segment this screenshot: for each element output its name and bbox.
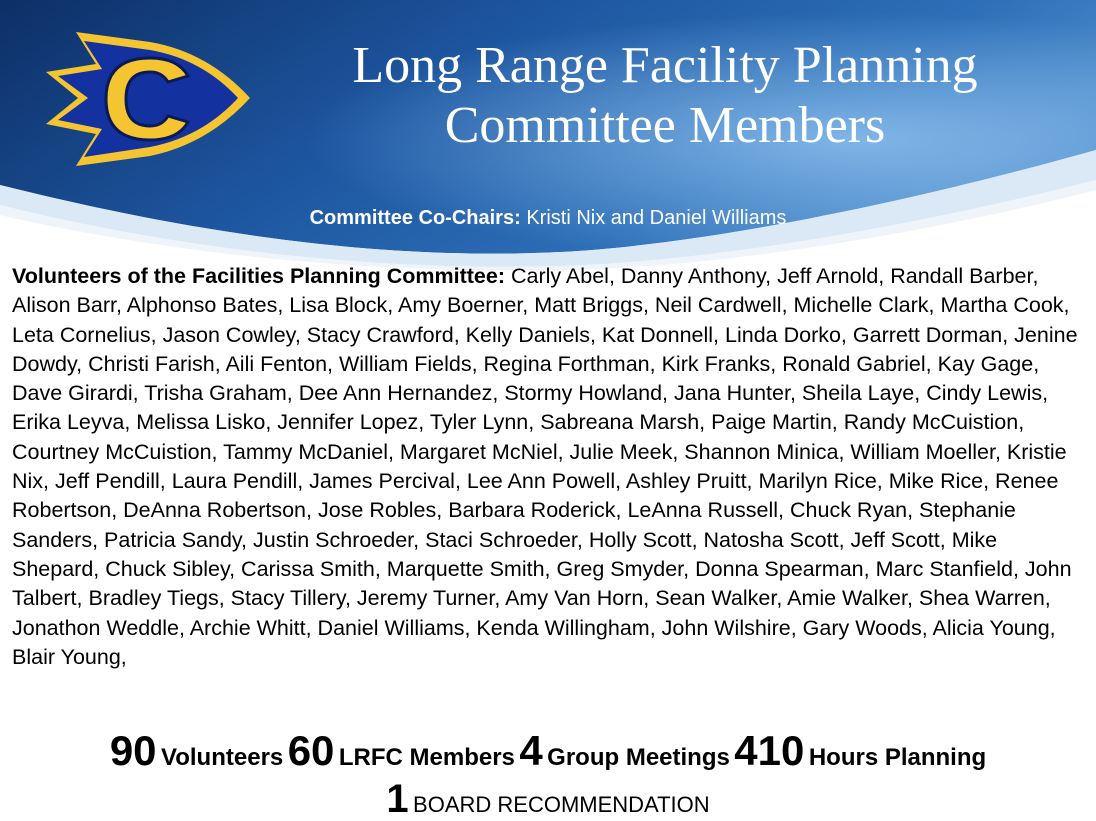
board-recommendation-line <box>0 778 1096 820</box>
stat-number: 90 <box>109 727 157 774</box>
stats-line <box>0 728 1096 774</box>
stat-label: LRFC Members <box>338 744 515 771</box>
volunteers-names: Carly Abel, Danny Anthony, Jeff Arnold, Randall Barber, Alison Barr, Alphonso Bates, Lisa Block, Amy Boerner, Matt Briggs, Neil Cardwell, Michelle Clark, Martha Cook, Leta Cornelius, Jason Cowley, Stacy Crawford, Kelly Daniels, Kat Donnell, Linda Dorko, Garrett Dorman, Jenine Dowdy, Christi Farish, Aili Fenton, William Fields, Regina Forthman, Kirk Franks, Ronald Gabriel, Kay Gage, Dave Girardi, Trisha Graham, Dee Ann Hernandez, Stormy Howland, Jana Hunter, Sheila Laye, Cindy Lewis, Erika Leyva, Melissa Lisko, Jennifer Lopez, Tyler Lynn, Sabreana Marsh, Paige Martin, Randy McCuistion, Courtney McCuistion, Tammy McDaniel, Margaret McNiel, Julie Meek, Shannon Minica, William Moeller, Kristie Nix, Jeff Pendill, Laura Pendill, James Percival, Lee Ann Powell, Ashley Pruitt, Marilyn Rice, Mike Rice, Renee Robertson, DeAnna Robertson, Jose Robles, Barbara Roderick, LeAnna Russell, Chuck Ryan, Stephanie Sanders, Patricia Sandy, Justin Schroeder, Staci Schroeder, Holly Scott, Natosha Scott, Jeff Scott, Mike Shepard, Chuck Sibley, Carissa Smith, Marquette Smith, Greg Smyder, Donna Spearman, Marc Stanfield, John Talbert, Bradley Tiegs, Stacy Tillery, Jeremy Turner, Amy Van Horn, Sean Walker, Amie Walker, Shea Warren, Jonathon Weddle, Archie Whitt, Daniel Williams, Kenda Willingham, John Wilshire, Gary Woods, Alicia Young, Blair Young, <box>12 264 1078 669</box>
title-line-1: Long Range Facility Planning <box>352 37 978 94</box>
volunteers-label: Volunteers of the Facilities Planning Committee: <box>12 264 505 288</box>
cochairs-names: Kristi Nix and Daniel Williams <box>526 207 787 229</box>
cochairs-label: Committee Co-Chairs: <box>309 207 521 229</box>
board-number: 1 <box>386 777 409 821</box>
stat-number: 60 <box>287 727 335 774</box>
stat-label: Volunteers <box>161 744 284 771</box>
slide-title <box>300 36 1030 156</box>
stat-number: 410 <box>734 727 805 774</box>
stat-label: Hours Planning <box>808 744 987 771</box>
volunteers-paragraph <box>12 262 1082 672</box>
arrowhead-logo-icon <box>38 28 256 170</box>
stat-label: Group Meetings <box>547 744 730 771</box>
board-label: BOARD RECOMMENDATION <box>413 792 710 817</box>
stat-number: 4 <box>519 727 543 774</box>
title-line-2: Committee Members <box>444 97 886 154</box>
cochairs-line <box>0 205 1096 231</box>
